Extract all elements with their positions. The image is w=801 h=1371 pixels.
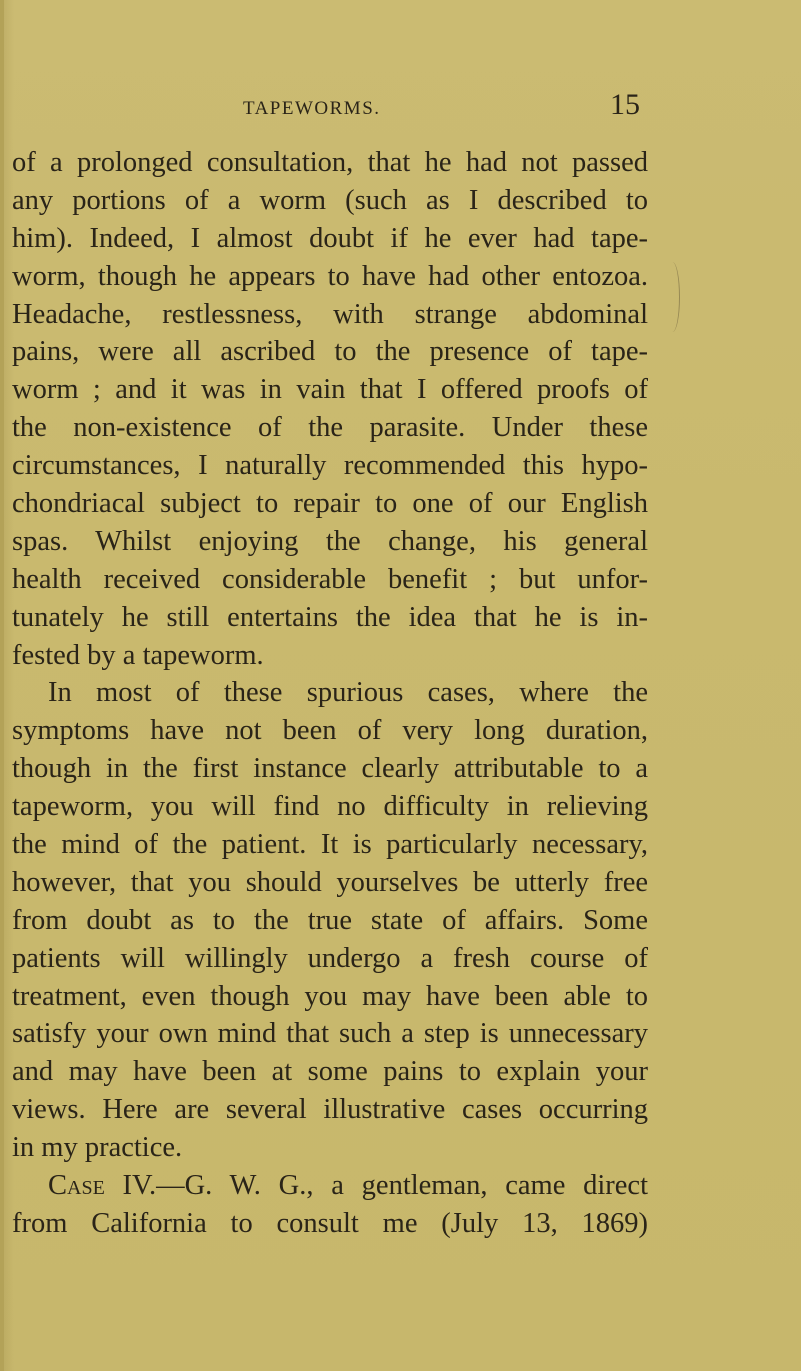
text-line: in my practice. — [12, 1132, 183, 1164]
text-line: tunately he still entertains the idea that he is in- — [12, 601, 648, 633]
text-line: him). Indeed, I almost doubt if he ever had tape- — [12, 222, 648, 254]
text-line: though in the first instance clearly attributable to a — [12, 753, 648, 785]
text-line: from California to consult me (July 13, 1869) — [12, 1207, 648, 1239]
text-line: however, that you should yourselves be utterly free — [12, 866, 648, 898]
text-line: tapeworm, you will find no difficulty in relieving — [12, 791, 648, 823]
page-number: 15 — [610, 88, 640, 121]
text-line: In most of these spurious cases, where the — [48, 677, 648, 709]
text-line: Headache, restlessness, with strange abdominal — [12, 298, 648, 330]
text-line: symptoms have not been of very long duration, — [12, 715, 648, 747]
page-gutter-edge — [0, 0, 4, 1371]
body-text — [12, 144, 648, 1243]
text-line: the non-existence of the parasite. Under these — [12, 412, 648, 444]
paragraph-1 — [12, 144, 648, 674]
running-title: TAPEWORMS. — [243, 98, 381, 119]
paragraph-case-iv — [12, 1167, 648, 1243]
running-head — [0, 84, 801, 124]
text-line: circumstances, I naturally recommended this hypo- — [12, 450, 648, 482]
text-line: patients will willingly undergo a fresh course of — [12, 942, 648, 974]
text-line: satisfy your own mind that such a step is unnecessary — [12, 1018, 648, 1050]
text-line: fested by a tapeworm. — [12, 639, 264, 671]
case-text: —G. W. G., a gentleman, came direct — [156, 1170, 648, 1202]
paragraph-2 — [12, 674, 648, 1167]
text-line: from doubt as to the true state of affairs. Some — [12, 904, 648, 936]
text-line: worm, though he appears to have had other entozoa. — [12, 260, 648, 292]
text-line: chondriacal subject to repair to one of our English — [12, 488, 648, 520]
text-line — [12, 1167, 648, 1205]
text-line: views. Here are several illustrative cases occurring — [12, 1094, 648, 1126]
text-line: and may have been at some pains to explain your — [12, 1056, 648, 1088]
pencil-mark — [665, 262, 680, 332]
text-line: pains, were all ascribed to the presence of tape- — [12, 336, 648, 368]
text-line: of a prolonged consultation, that he had not passed — [12, 147, 648, 178]
text-line: health received considerable benefit ; but unfor- — [12, 563, 648, 595]
text-line: worm ; and it was in vain that I offered proofs of — [12, 374, 648, 406]
text-line: the mind of the patient. It is particularly necessary, — [12, 829, 648, 861]
text-line: spas. Whilst enjoying the change, his general — [12, 525, 648, 557]
case-label: Case IV. — [48, 1170, 157, 1202]
text-line: any portions of a worm (such as I described to — [12, 184, 648, 216]
text-line: treatment, even though you may have been able to — [12, 980, 648, 1012]
